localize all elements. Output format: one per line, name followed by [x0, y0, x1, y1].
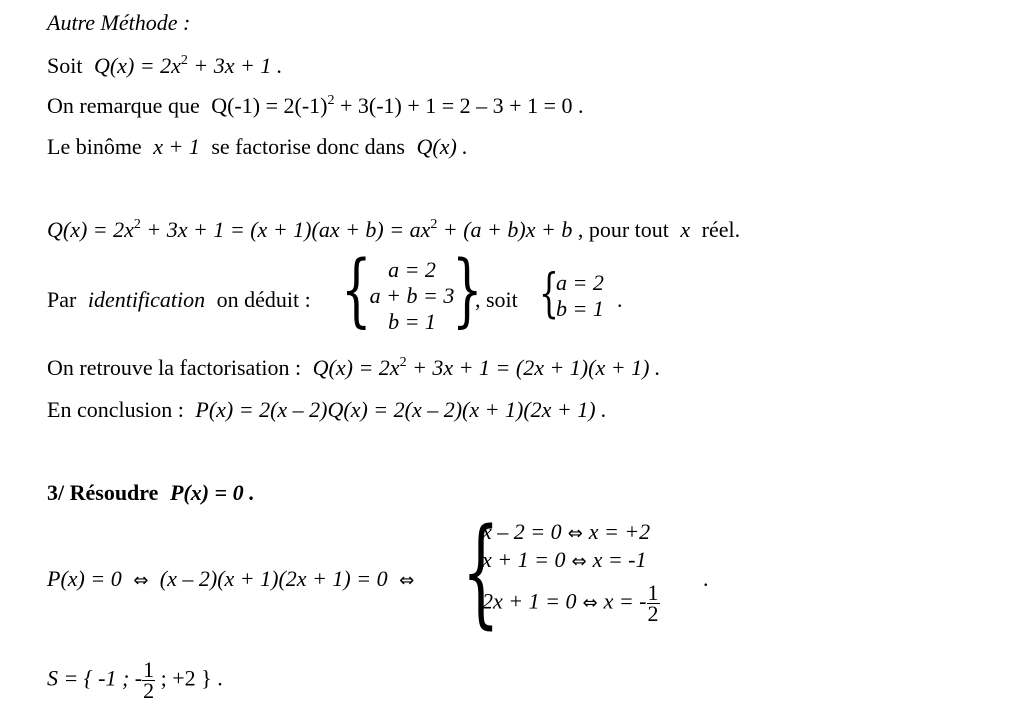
math: x + 1 — [153, 134, 200, 159]
text: En conclusion : — [47, 397, 184, 422]
text: on déduit : — [216, 287, 311, 312]
text: , pour tout — [577, 217, 669, 242]
equation: a + b = 3 — [369, 283, 455, 308]
right-brace: } — [452, 243, 483, 336]
equation-row — [482, 547, 660, 575]
math: x = -1 — [592, 547, 647, 572]
line-binome — [47, 134, 468, 160]
math: + 3(-1) + 1 = 2 – 3 + 1 = 0 . — [334, 93, 584, 118]
math: + 3x + 1 . — [187, 53, 283, 78]
fraction — [142, 657, 155, 703]
exponent: 2 — [133, 217, 141, 232]
math: + 3x + 1 = (2x + 1)(x + 1) . — [406, 355, 661, 380]
line-identification — [47, 287, 311, 313]
math: Q(x) = 2x — [93, 53, 181, 78]
exponent: 2 — [180, 53, 188, 68]
iff-symbol: ⇔ — [567, 523, 583, 544]
line-solve — [47, 566, 414, 594]
iff-symbol: ⇔ — [399, 570, 415, 591]
math: Q(x) = 2x — [312, 355, 400, 380]
exponent: 2 — [430, 217, 438, 232]
line-def-q — [47, 53, 282, 79]
equation: a = 2 — [388, 257, 436, 282]
line-remark — [47, 93, 584, 119]
equation-row — [482, 519, 660, 547]
math: x = - — [603, 588, 647, 614]
equation: a = 2 — [556, 270, 604, 295]
numerator: 1 — [143, 657, 155, 682]
text: Soit — [47, 53, 83, 78]
iff-symbol: ⇔ — [582, 592, 598, 614]
equation-row — [482, 580, 660, 626]
iff-symbol: ⇔ — [571, 551, 587, 572]
text: réel. — [701, 217, 741, 242]
left-brace: { — [539, 264, 559, 324]
method-heading: Autre Méthode : — [47, 10, 191, 35]
system-2 — [556, 270, 604, 322]
math: (x – 2)(x + 1)(2x + 1) = 0 — [159, 566, 388, 591]
numerator: 1 — [647, 580, 659, 605]
math: Q(-1) = 2(-1) — [211, 93, 328, 118]
line-expansion — [47, 217, 740, 243]
math: P(x) = 2(x – 2)Q(x) = 2(x – 2)(x + 1)(2x + 1) . — [195, 397, 607, 422]
math: x — [680, 217, 691, 242]
left-brace: { — [462, 502, 500, 640]
text: se factorise donc dans — [211, 134, 405, 159]
soit-text: , soit — [475, 287, 518, 312]
period: . — [703, 566, 709, 591]
fraction — [647, 580, 660, 626]
system-1 — [362, 257, 462, 335]
math: + (a + b)x + b — [437, 217, 573, 242]
iff-symbol: ⇔ — [133, 570, 149, 591]
line-factorisation — [47, 355, 660, 381]
equation: b = 1 — [388, 309, 436, 334]
math: Q(x) = 2x — [47, 217, 134, 242]
math: P(x) = 0 . — [169, 480, 255, 505]
text: On remarque que — [47, 93, 200, 118]
text: Le binôme — [47, 134, 142, 159]
math: + 3x + 1 = (x + 1)(ax + b) = ax — [140, 217, 431, 242]
text: Par — [47, 287, 77, 312]
exponent: 2 — [327, 93, 335, 108]
math: Q(x) . — [416, 134, 468, 159]
math: x + 1 = 0 — [482, 547, 566, 572]
system-solutions — [482, 519, 660, 624]
math: 2x + 1 = 0 — [482, 588, 577, 614]
math: x = +2 — [588, 519, 651, 544]
text: identification — [87, 287, 206, 312]
line-solution-set — [47, 657, 223, 703]
math: S = { -1 ; - — [47, 665, 143, 691]
math: ; +2 } . — [155, 665, 223, 691]
section-title — [47, 480, 255, 506]
left-brace: { — [341, 243, 372, 336]
text: On retrouve la factorisation : — [47, 355, 302, 380]
math: x – 2 = 0 — [482, 519, 562, 544]
line-conclusion — [47, 397, 607, 423]
text: 3/ Résoudre — [47, 480, 159, 505]
math: P(x) = 0 — [47, 566, 122, 591]
denominator: 2 — [143, 678, 155, 703]
denominator: 2 — [647, 601, 659, 626]
period: . — [617, 287, 623, 312]
exponent: 2 — [399, 355, 407, 370]
equation: b = 1 — [556, 296, 604, 321]
